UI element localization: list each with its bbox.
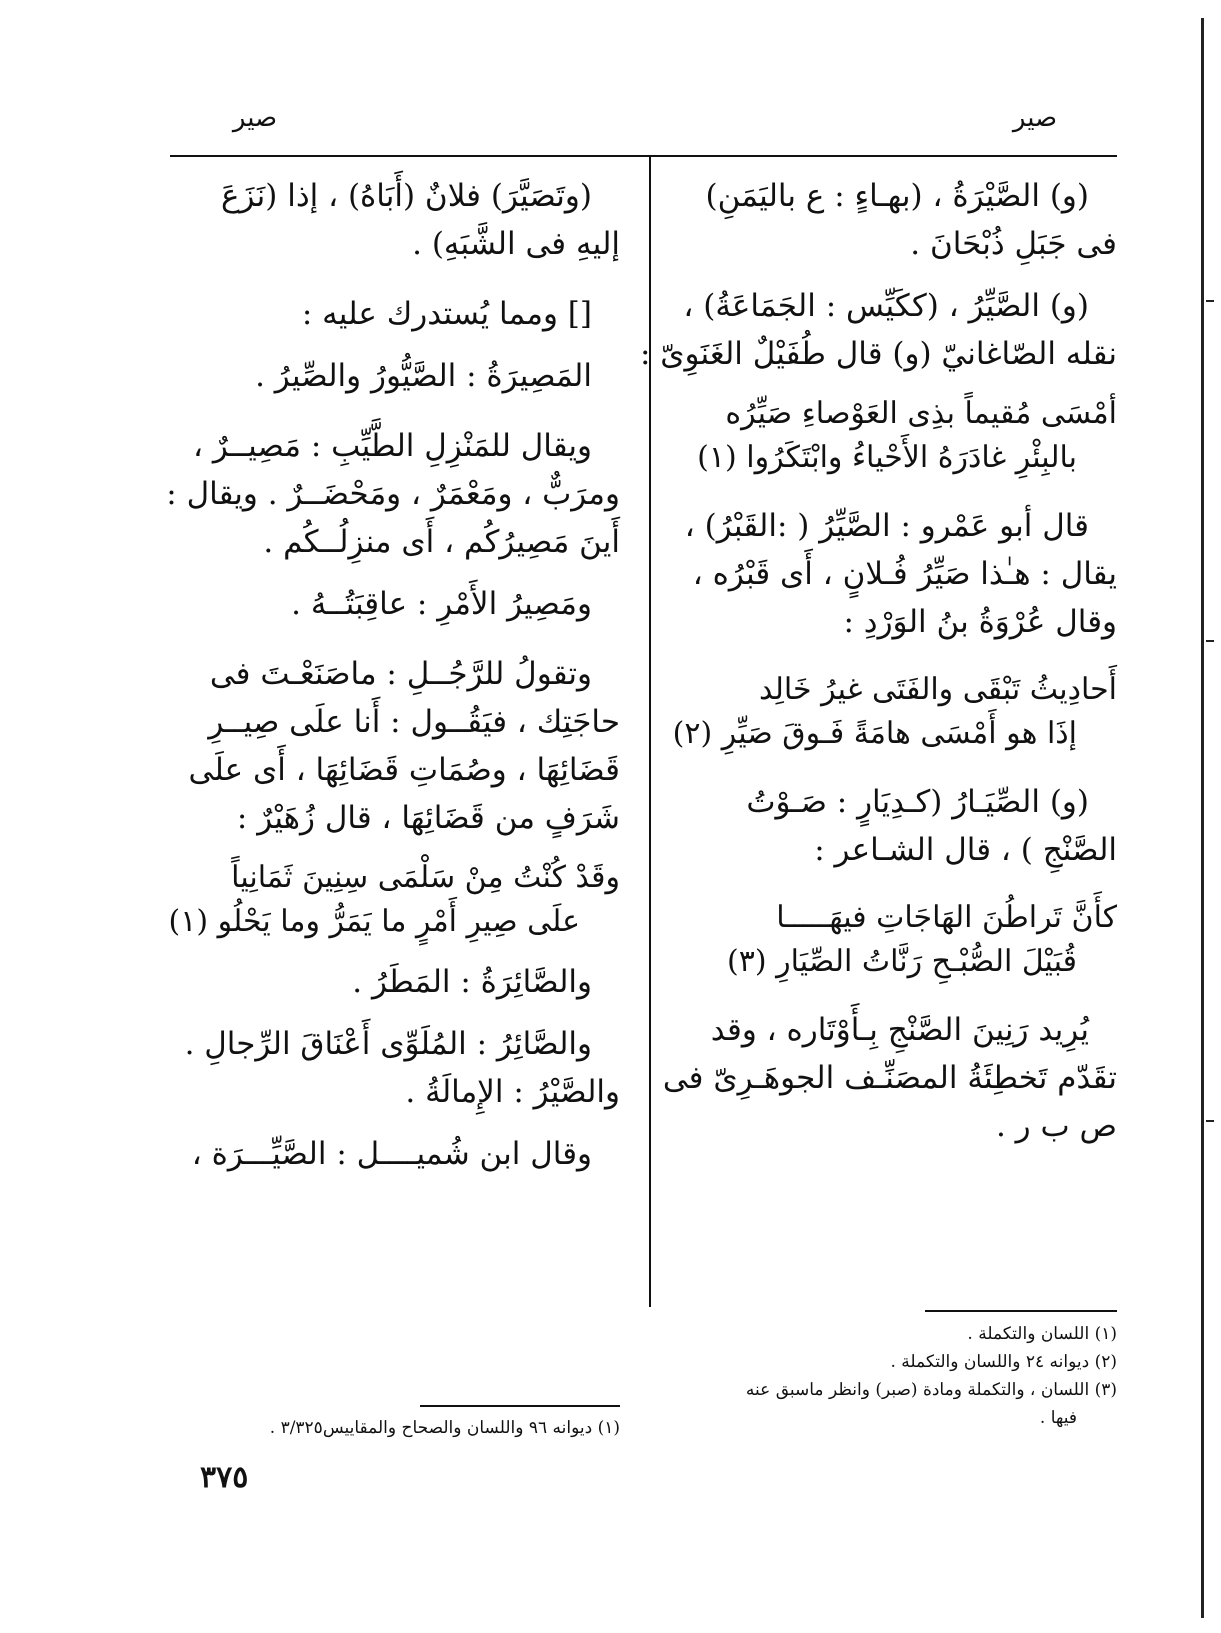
text-line: تقَدّم تَخطِئَةُ المصَنِّـف الجوهَـرِىّ فى <box>662 1060 1117 1096</box>
verse-line: إذَا هو أَمْسَى هامَةً فَـوقَ صَيِّرِ (٢) <box>672 716 1077 751</box>
verse-line: وقَدْ كُنْتُ مِنْ سَلْمَى سِنِينَ ثَمَانِياً <box>231 860 620 895</box>
text-line: وقال عُرْوَةُ بنُ الوَرْدِ : <box>843 604 1117 640</box>
text-line: يقال : هـٰذا صَيِّرُ فُـلانٍ ، أَى قَبْرُه ، <box>692 556 1117 592</box>
running-head-left: صير <box>232 103 278 133</box>
footnote: (١) ديوانه ٩٦ واللسان والصحاح والمقاييس٣/٣٢٥ . <box>269 1418 620 1438</box>
text-line: وقال ابن شُميــــل : الصَّيِّـــرَة ، <box>191 1136 592 1172</box>
text-line: (وتَصَيَّرَ) فلانٌ (أَبَاهُ) ، إذا (نَزَعَ <box>221 178 592 214</box>
footnote-rule <box>925 1310 1117 1312</box>
footnote-rule <box>420 1405 620 1407</box>
edge-tick <box>1206 300 1214 302</box>
text-line: (و) الصَّيِّرُ ، (ككَيِّس : الجَمَاعَةُ) ، <box>683 288 1089 324</box>
text-line: المَصِيرَةُ : الصَّيُّورُ والصِّيرُ . <box>255 358 592 394</box>
text-line: ومَصِيرُ الأَمْرِ : عاقِبَتُــهُ . <box>291 586 592 622</box>
text-line: ص ب ر . <box>995 1108 1117 1144</box>
text-line: [] ومما يُستدرك عليه : <box>301 296 592 332</box>
footnote: (٣) اللسان ، والتكملة ومادة (صبر) وانظر ماسبق عنه <box>745 1380 1117 1400</box>
left-footnotes <box>172 1414 620 1442</box>
text-line: نقله الصّاغانيّ (و) قال طُفَيْلٌ الغَنَوِىّ : <box>639 336 1117 372</box>
text-line: والصَّيْرُ : الإِمالَةُ . <box>405 1074 620 1110</box>
text-line: الصَّنْجِ ) ، قال الشـاعر : <box>814 832 1117 868</box>
text-line: حاجَتِك ، فيَقُــول : أَنا علَى صِيــرِ <box>208 704 620 740</box>
text-line: وتقولُ للرَّجُــلِ : ماصَنَعْـتَ فى <box>209 656 592 692</box>
text-line: شَرَفٍ من قَضَائِهَا ، قال زُهَيْرٌ : <box>236 800 620 836</box>
text-line: أَينَ مَصِيرُكُم ، أَى منزِلُــكُم . <box>263 524 620 560</box>
text-line: والصَّائِرَةُ : المَطَرُ . <box>352 964 592 1000</box>
text-line: ويقال للمَنْزِلِ الطَّيِّبِ : مَصِيــرٌ ، <box>193 428 592 464</box>
text-line: ومرَبٌّ ، ومَعْمَرٌ ، ومَحْضَــرٌ . ويقال : <box>166 476 620 512</box>
text-line: (و) الصِّيَـارُ (كـدِيَارٍ : صَـوْتُ <box>746 784 1089 820</box>
verse-line: بالبِئْرِ غادَرَهُ الأَحْياءُ وابْتَكَرُوا (١) <box>697 440 1077 475</box>
edge-tick <box>1206 640 1214 642</box>
text-line: يُرِيد رَنِينَ الصَّنْجِ بِـأَوْتَاره ، وقد <box>710 1012 1089 1048</box>
header-rule <box>170 155 1117 157</box>
text-line: والصَّائِرُ : المُلَوِّى أَعْنَاقَ الرِّجالِ . <box>184 1026 592 1062</box>
text-line: (و) الصَّيْرَةُ ، (بهـاءٍ : ع باليَمَنِ) <box>705 178 1089 214</box>
verse-line: أَحادِيثُ تَبْقَى والفَتَى غيرُ خَالِد <box>759 672 1117 707</box>
right-column <box>639 172 1117 1150</box>
footnote: (٢) ديوانه ٢٤ واللسان والتكملة . <box>890 1352 1117 1372</box>
text-line: فى جَبَلِ ذُبْحَانَ . <box>910 226 1117 262</box>
verse-line: كأَنَّ تَراطُنَ الهَاجَاتِ فيهَـــــا <box>776 900 1117 935</box>
page-number: ٣٧٥ <box>200 1460 249 1495</box>
text-line: قَضَائِهَا ، وصُمَاتِ قَضَائِهَا ، أَى علَى <box>188 752 620 788</box>
footnote: (١) اللسان والتكملة . <box>967 1324 1117 1344</box>
verse-line: قُبَيْلَ الصُّبْـحِ رَنَّاتُ الصِّيَارِ (٣) <box>727 944 1077 979</box>
page-edge-line <box>1201 18 1204 1618</box>
footnote: فيها . <box>1039 1408 1077 1428</box>
text-line: قال أبو عَمْرو : الصَّيِّرُ ( :القَبْرُ) ، <box>684 508 1089 544</box>
verse-line: علَى صِيرِ أَمْرٍ ما يَمَرُّ وما يَحْلُو (١) <box>168 904 580 939</box>
text-line: إليهِ فى الشَّبَهِ) . <box>412 226 620 262</box>
left-column <box>166 172 620 1178</box>
verse-line: أمْسَى مُقيماً بذِى العَوْصاءِ صَيِّرُه <box>725 396 1117 431</box>
running-head-right: صير <box>1012 103 1058 133</box>
edge-tick <box>1206 1120 1214 1122</box>
right-footnotes <box>665 1320 1117 1432</box>
